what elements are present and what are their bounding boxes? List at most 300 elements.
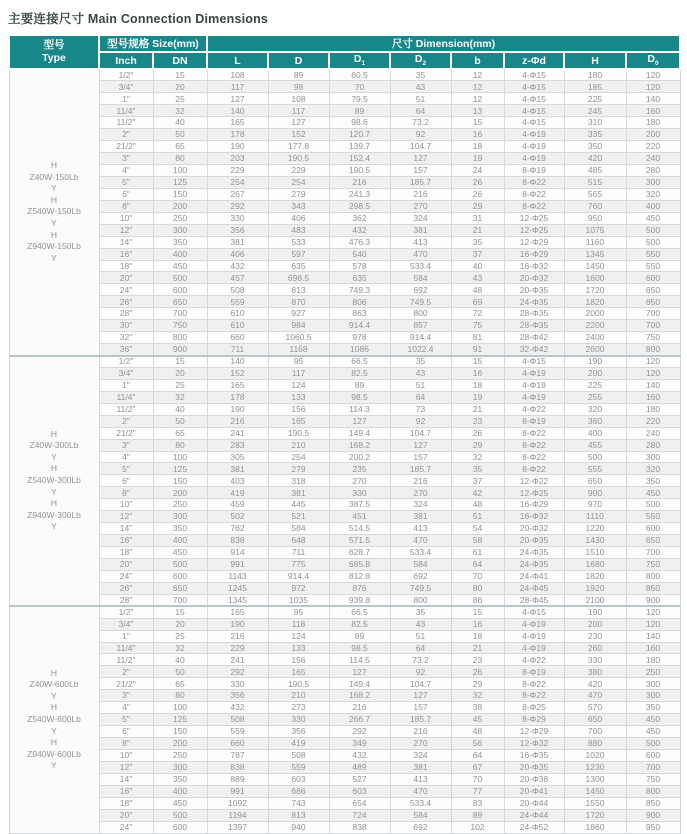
table-row bbox=[9, 702, 680, 714]
table-cell: 149.4 bbox=[329, 678, 390, 690]
table-cell: 300 bbox=[153, 224, 207, 236]
table-cell: 140 bbox=[626, 379, 680, 391]
table-cell: 216 bbox=[390, 475, 451, 487]
table-cell: 216 bbox=[329, 702, 390, 714]
table-cell: 21 bbox=[451, 642, 504, 654]
table-cell: 64 bbox=[451, 749, 504, 761]
table-cell: 24" bbox=[99, 570, 153, 582]
table-cell: 324 bbox=[390, 749, 451, 761]
table-cell: 380 bbox=[564, 666, 626, 678]
table-cell: 50 bbox=[153, 666, 207, 678]
table-cell: 283 bbox=[207, 439, 268, 451]
type-cell bbox=[9, 356, 99, 607]
table-cell: 25 bbox=[153, 630, 207, 642]
table-cell: 108 bbox=[207, 69, 268, 81]
table-cell: 185.7 bbox=[390, 176, 451, 188]
table-cell: 80 bbox=[153, 439, 207, 451]
table-cell: 420 bbox=[564, 678, 626, 690]
table-cell: 156 bbox=[268, 403, 329, 415]
table-cell: 750 bbox=[626, 773, 680, 785]
table-row bbox=[9, 93, 680, 105]
table-cell: 1" bbox=[99, 93, 153, 105]
col-group-dimension: 尺寸 Dimension(mm) bbox=[207, 35, 680, 52]
table-cell: 508 bbox=[268, 749, 329, 761]
table-row bbox=[9, 499, 680, 511]
table-cell: 8-Φ19 bbox=[504, 666, 564, 678]
table-cell: 24-Φ35 bbox=[504, 296, 564, 308]
table-cell: 104.7 bbox=[390, 678, 451, 690]
table-cell: 559 bbox=[268, 761, 329, 773]
header-sub-row bbox=[9, 52, 680, 69]
table-cell: 165 bbox=[207, 379, 268, 391]
table-cell: 16 bbox=[451, 129, 504, 141]
table-cell: 413 bbox=[390, 773, 451, 785]
table-cell: 89 bbox=[451, 809, 504, 821]
table-cell: 23 bbox=[451, 654, 504, 666]
table-cell: 500 bbox=[626, 499, 680, 511]
table-cell: 51 bbox=[390, 379, 451, 391]
table-cell: 43 bbox=[451, 272, 504, 284]
table-cell: 16-Φ32 bbox=[504, 260, 564, 272]
table-cell: 762 bbox=[207, 523, 268, 535]
table-cell: 104.7 bbox=[390, 427, 451, 439]
table-cell: 600 bbox=[153, 284, 207, 296]
table-cell: 40 bbox=[153, 654, 207, 666]
table-cell: 12-Φ25 bbox=[504, 224, 564, 236]
table-cell: 324 bbox=[390, 212, 451, 224]
table-cell: 26 bbox=[451, 666, 504, 678]
table-cell: 124 bbox=[268, 630, 329, 642]
table-cell: 178 bbox=[207, 391, 268, 403]
table-cell: 451 bbox=[329, 511, 390, 523]
table-cell: 225 bbox=[564, 93, 626, 105]
table-cell: 26" bbox=[99, 582, 153, 594]
table-cell: 300 bbox=[626, 678, 680, 690]
col-header-d1: $D_1$ bbox=[329, 52, 390, 69]
table-cell: 700 bbox=[626, 320, 680, 332]
model-label: H Z40W-300Lb Y bbox=[29, 428, 79, 462]
table-cell: 120 bbox=[626, 606, 680, 618]
table-cell: 420 bbox=[564, 153, 626, 165]
table-cell: 95 bbox=[268, 606, 329, 618]
table-cell: 5" bbox=[99, 176, 153, 188]
table-row bbox=[9, 726, 680, 738]
table-cell: 21/2" bbox=[99, 678, 153, 690]
table-cell: 863 bbox=[329, 308, 390, 320]
table-cell: 43 bbox=[390, 367, 451, 379]
table-cell: 20-Φ41 bbox=[504, 785, 564, 797]
table-row bbox=[9, 427, 680, 439]
table-cell: 1160 bbox=[564, 236, 626, 248]
table-cell: 559 bbox=[207, 726, 268, 738]
table-cell: 125 bbox=[153, 463, 207, 475]
table-cell: 300 bbox=[626, 451, 680, 463]
table-cell: 381 bbox=[390, 511, 451, 523]
table-body bbox=[9, 69, 680, 833]
table-cell: 292 bbox=[207, 200, 268, 212]
table-cell: 991 bbox=[207, 558, 268, 570]
table-row bbox=[9, 69, 680, 81]
table-cell: 260 bbox=[564, 642, 626, 654]
table-cell: 330 bbox=[207, 212, 268, 224]
table-cell: 1020 bbox=[564, 749, 626, 761]
table-cell: 4-Φ19 bbox=[504, 391, 564, 403]
table-cell: 692 bbox=[390, 570, 451, 582]
table-cell: 2" bbox=[99, 129, 153, 141]
table-cell: 125 bbox=[153, 714, 207, 726]
table-cell: 2200 bbox=[564, 320, 626, 332]
table-cell: 229 bbox=[207, 165, 268, 177]
table-cell: 972 bbox=[268, 582, 329, 594]
table-cell: 29 bbox=[451, 439, 504, 451]
table-cell: 21 bbox=[451, 224, 504, 236]
table-cell: 750 bbox=[626, 558, 680, 570]
col-header-b: b bbox=[451, 52, 504, 69]
table-cell: 114.5 bbox=[329, 654, 390, 666]
table-cell: 685.8 bbox=[329, 558, 390, 570]
table-cell: 29 bbox=[451, 678, 504, 690]
table-cell: 24-Φ41 bbox=[504, 570, 564, 582]
table-cell: 43 bbox=[390, 618, 451, 630]
model-label: H Z940W-300Lb Y bbox=[27, 498, 81, 532]
table-cell: 4-Φ19 bbox=[504, 141, 564, 153]
table-cell: 12 bbox=[451, 93, 504, 105]
table-cell: 850 bbox=[626, 797, 680, 809]
table-cell: 648 bbox=[268, 535, 329, 547]
table-cell: 190.5 bbox=[268, 153, 329, 165]
table-cell: 12-Φ25 bbox=[504, 212, 564, 224]
table-cell: 24-Φ45 bbox=[504, 582, 564, 594]
table-row bbox=[9, 105, 680, 117]
table-cell: 25 bbox=[153, 93, 207, 105]
table-cell: 578 bbox=[329, 260, 390, 272]
table-cell: 711 bbox=[207, 344, 268, 356]
table-cell: 216 bbox=[390, 726, 451, 738]
table-row bbox=[9, 260, 680, 272]
table-cell: 2100 bbox=[564, 594, 626, 606]
table-cell: 120 bbox=[626, 356, 680, 368]
table-cell: 571.5 bbox=[329, 535, 390, 547]
table-cell: 117 bbox=[207, 81, 268, 93]
table-cell: 67 bbox=[451, 761, 504, 773]
table-cell: 14" bbox=[99, 773, 153, 785]
table-cell: 200 bbox=[153, 200, 207, 212]
table-header bbox=[9, 35, 680, 69]
col-group-size: 型号规格 Size(mm) bbox=[99, 35, 207, 52]
table-cell: 628.7 bbox=[329, 547, 390, 559]
table-cell: 939.8 bbox=[329, 594, 390, 606]
dimensions-table bbox=[8, 34, 681, 834]
table-cell: 1820 bbox=[564, 296, 626, 308]
table-cell: 800 bbox=[626, 344, 680, 356]
table-cell: 241.3 bbox=[329, 188, 390, 200]
table-cell: 12 bbox=[451, 69, 504, 81]
table-cell: 857 bbox=[390, 320, 451, 332]
table-row bbox=[9, 570, 680, 582]
table-cell: 749.5 bbox=[390, 582, 451, 594]
table-cell: 1345 bbox=[207, 594, 268, 606]
table-cell: 117 bbox=[268, 105, 329, 117]
table-cell: 168.2 bbox=[329, 690, 390, 702]
table-cell: 406 bbox=[207, 248, 268, 260]
table-row bbox=[9, 475, 680, 487]
table-cell: 160 bbox=[626, 642, 680, 654]
table-cell: 900 bbox=[153, 344, 207, 356]
table-cell: 104.7 bbox=[390, 141, 451, 153]
table-cell: 200 bbox=[564, 618, 626, 630]
table-cell: 16-Φ35 bbox=[504, 749, 564, 761]
table-cell: 1450 bbox=[564, 785, 626, 797]
table-cell: 8-Φ25 bbox=[504, 702, 564, 714]
table-row bbox=[9, 809, 680, 821]
table-cell: 508 bbox=[207, 714, 268, 726]
table-cell: 800 bbox=[390, 308, 451, 320]
table-cell: 330 bbox=[207, 678, 268, 690]
table-row bbox=[9, 272, 680, 284]
table-cell: 133 bbox=[268, 642, 329, 654]
table-cell: 4-Φ22 bbox=[504, 403, 564, 415]
table-cell: 5" bbox=[99, 463, 153, 475]
table-cell: 381 bbox=[390, 761, 451, 773]
header-group-row bbox=[9, 35, 680, 52]
table-cell: 660 bbox=[207, 738, 268, 750]
table-cell: 3/4" bbox=[99, 367, 153, 379]
table-cell: 760 bbox=[564, 200, 626, 212]
table-cell: 273 bbox=[268, 702, 329, 714]
table-cell: 120 bbox=[626, 367, 680, 379]
table-cell: 4-Φ19 bbox=[504, 379, 564, 391]
table-cell: 32 bbox=[153, 105, 207, 117]
table-cell: 584 bbox=[268, 523, 329, 535]
table-cell: 20-Φ44 bbox=[504, 797, 564, 809]
table-cell: 600 bbox=[626, 749, 680, 761]
table-cell: 318 bbox=[268, 475, 329, 487]
table-cell: 254 bbox=[268, 176, 329, 188]
table-cell: 445 bbox=[268, 499, 329, 511]
table-cell: 12-Φ29 bbox=[504, 236, 564, 248]
table-cell: 18" bbox=[99, 260, 153, 272]
table-cell: 292 bbox=[329, 726, 390, 738]
table-cell: 270 bbox=[329, 475, 390, 487]
table-cell: 25 bbox=[153, 379, 207, 391]
table-cell: 11/4" bbox=[99, 391, 153, 403]
table-cell: 984 bbox=[268, 320, 329, 332]
table-row bbox=[9, 117, 680, 129]
table-row bbox=[9, 153, 680, 165]
table-cell: 69 bbox=[451, 296, 504, 308]
table-cell: 279 bbox=[268, 463, 329, 475]
table-cell: 4-Φ15 bbox=[504, 69, 564, 81]
table-cell: 4-Φ19 bbox=[504, 630, 564, 642]
type-cell bbox=[9, 69, 99, 356]
table-cell: 650 bbox=[626, 296, 680, 308]
table-cell: 124 bbox=[268, 379, 329, 391]
table-cell: 125 bbox=[153, 176, 207, 188]
table-cell: 10" bbox=[99, 749, 153, 761]
table-cell: 102 bbox=[451, 821, 504, 833]
table-cell: 515 bbox=[564, 176, 626, 188]
table-cell: 650 bbox=[564, 475, 626, 487]
table-cell: 600 bbox=[626, 523, 680, 535]
table-cell: 11/2" bbox=[99, 117, 153, 129]
table-cell: 4-Φ15 bbox=[504, 356, 564, 368]
table-cell: 80 bbox=[451, 582, 504, 594]
table-cell: 98.6 bbox=[329, 117, 390, 129]
table-cell: 160 bbox=[626, 105, 680, 117]
table-cell: 350 bbox=[626, 475, 680, 487]
table-cell: 64 bbox=[451, 558, 504, 570]
table-cell: 502 bbox=[207, 511, 268, 523]
table-cell: 250 bbox=[153, 749, 207, 761]
table-cell: 165 bbox=[268, 666, 329, 678]
table-cell: 489 bbox=[329, 761, 390, 773]
table-row bbox=[9, 535, 680, 547]
table-cell: 66.5 bbox=[329, 356, 390, 368]
table-cell: 133 bbox=[268, 391, 329, 403]
table-cell: 26" bbox=[99, 296, 153, 308]
table-cell: 255 bbox=[564, 391, 626, 403]
table-cell: 200 bbox=[626, 129, 680, 141]
table-row bbox=[9, 224, 680, 236]
table-row bbox=[9, 785, 680, 797]
table-cell: 28-Φ42 bbox=[504, 332, 564, 344]
table-cell: 381 bbox=[390, 224, 451, 236]
table-cell: 838 bbox=[207, 535, 268, 547]
table-row bbox=[9, 606, 680, 618]
table-cell: 950 bbox=[626, 821, 680, 833]
table-cell: 654 bbox=[329, 797, 390, 809]
table-cell: 23 bbox=[451, 415, 504, 427]
table-cell: 650 bbox=[153, 582, 207, 594]
table-cell: 1220 bbox=[564, 523, 626, 535]
table-cell: 64 bbox=[390, 642, 451, 654]
table-cell: 459 bbox=[207, 499, 268, 511]
table-cell: 43 bbox=[390, 81, 451, 93]
table-cell: 127 bbox=[329, 415, 390, 427]
table-cell: 4-Φ22 bbox=[504, 654, 564, 666]
table-cell: 98 bbox=[268, 81, 329, 93]
table-cell: 150 bbox=[153, 188, 207, 200]
table-cell: 20-Φ35 bbox=[504, 761, 564, 773]
table-cell: 15 bbox=[451, 356, 504, 368]
table-cell: 190 bbox=[564, 606, 626, 618]
table-cell: 650 bbox=[153, 296, 207, 308]
table-cell: 58 bbox=[451, 535, 504, 547]
table-cell: 190.5 bbox=[268, 427, 329, 439]
table-cell: 165 bbox=[207, 117, 268, 129]
table-cell: 350 bbox=[153, 236, 207, 248]
table-cell: 400 bbox=[626, 200, 680, 212]
table-row bbox=[9, 176, 680, 188]
table-cell: 14" bbox=[99, 236, 153, 248]
table-cell: 419 bbox=[207, 487, 268, 499]
model-label: H Z940W-600Lb Y bbox=[27, 737, 81, 771]
table-cell: 800 bbox=[153, 332, 207, 344]
table-cell: 16-Φ29 bbox=[504, 248, 564, 260]
table-row bbox=[9, 749, 680, 761]
table-cell: 200 bbox=[564, 367, 626, 379]
table-cell: 51 bbox=[390, 630, 451, 642]
table-row bbox=[9, 738, 680, 750]
table-cell: 11/4" bbox=[99, 642, 153, 654]
table-cell: 279 bbox=[268, 188, 329, 200]
table-row bbox=[9, 332, 680, 344]
table-cell: 120 bbox=[626, 618, 680, 630]
table-cell: 241 bbox=[207, 654, 268, 666]
table-cell: 1194 bbox=[207, 809, 268, 821]
table-cell: 108 bbox=[268, 93, 329, 105]
table-cell: 350 bbox=[564, 141, 626, 153]
table-cell: 190 bbox=[207, 618, 268, 630]
table-cell: 500 bbox=[153, 558, 207, 570]
table-cell: 8-Φ22 bbox=[504, 200, 564, 212]
table-cell: 51 bbox=[390, 93, 451, 105]
table-cell: 450 bbox=[626, 487, 680, 499]
table-cell: 19 bbox=[451, 153, 504, 165]
table-cell: 750 bbox=[153, 320, 207, 332]
table-row bbox=[9, 594, 680, 606]
table-cell: 15 bbox=[153, 69, 207, 81]
table-cell: 470 bbox=[390, 535, 451, 547]
table-cell: 89 bbox=[329, 379, 390, 391]
table-cell: 82.5 bbox=[329, 367, 390, 379]
table-cell: 743 bbox=[268, 797, 329, 809]
table-cell: 18" bbox=[99, 547, 153, 559]
table-cell: 180 bbox=[626, 654, 680, 666]
table-cell: 254 bbox=[268, 451, 329, 463]
table-cell: 216 bbox=[207, 415, 268, 427]
table-cell: 216 bbox=[329, 176, 390, 188]
table-cell: 584 bbox=[390, 809, 451, 821]
table-cell: 1430 bbox=[564, 535, 626, 547]
table-cell: 16-Φ29 bbox=[504, 499, 564, 511]
table-cell: 165 bbox=[207, 606, 268, 618]
table-row bbox=[9, 821, 680, 833]
table-cell: 292 bbox=[207, 666, 268, 678]
table-cell: 350 bbox=[153, 523, 207, 535]
table-cell: 1345 bbox=[564, 248, 626, 260]
table-cell: 180 bbox=[564, 69, 626, 81]
table-cell: 1092 bbox=[207, 797, 268, 809]
table-cell: 150 bbox=[153, 475, 207, 487]
table-row bbox=[9, 320, 680, 332]
table-cell: 245 bbox=[564, 105, 626, 117]
table-cell: 635 bbox=[329, 272, 390, 284]
table-cell: 900 bbox=[564, 487, 626, 499]
table-cell: 73 bbox=[390, 403, 451, 415]
table-cell: 267 bbox=[207, 188, 268, 200]
table-cell: 8" bbox=[99, 200, 153, 212]
table-cell: 32 bbox=[451, 690, 504, 702]
table-cell: 11/4" bbox=[99, 105, 153, 117]
table-cell: 4-Φ19 bbox=[504, 618, 564, 630]
table-row bbox=[9, 558, 680, 570]
table-cell: 500 bbox=[626, 738, 680, 750]
table-row bbox=[9, 248, 680, 260]
table-cell: 550 bbox=[626, 260, 680, 272]
table-cell: 203 bbox=[207, 153, 268, 165]
table-row bbox=[9, 666, 680, 678]
table-cell: 610 bbox=[207, 320, 268, 332]
table-cell: 200 bbox=[153, 487, 207, 499]
table-cell: 28-Φ35 bbox=[504, 320, 564, 332]
table-row bbox=[9, 81, 680, 93]
table-cell: 387.5 bbox=[329, 499, 390, 511]
table-cell: 775 bbox=[268, 558, 329, 570]
table-cell: 400 bbox=[564, 427, 626, 439]
table-cell: 3" bbox=[99, 690, 153, 702]
table-cell: 12" bbox=[99, 761, 153, 773]
